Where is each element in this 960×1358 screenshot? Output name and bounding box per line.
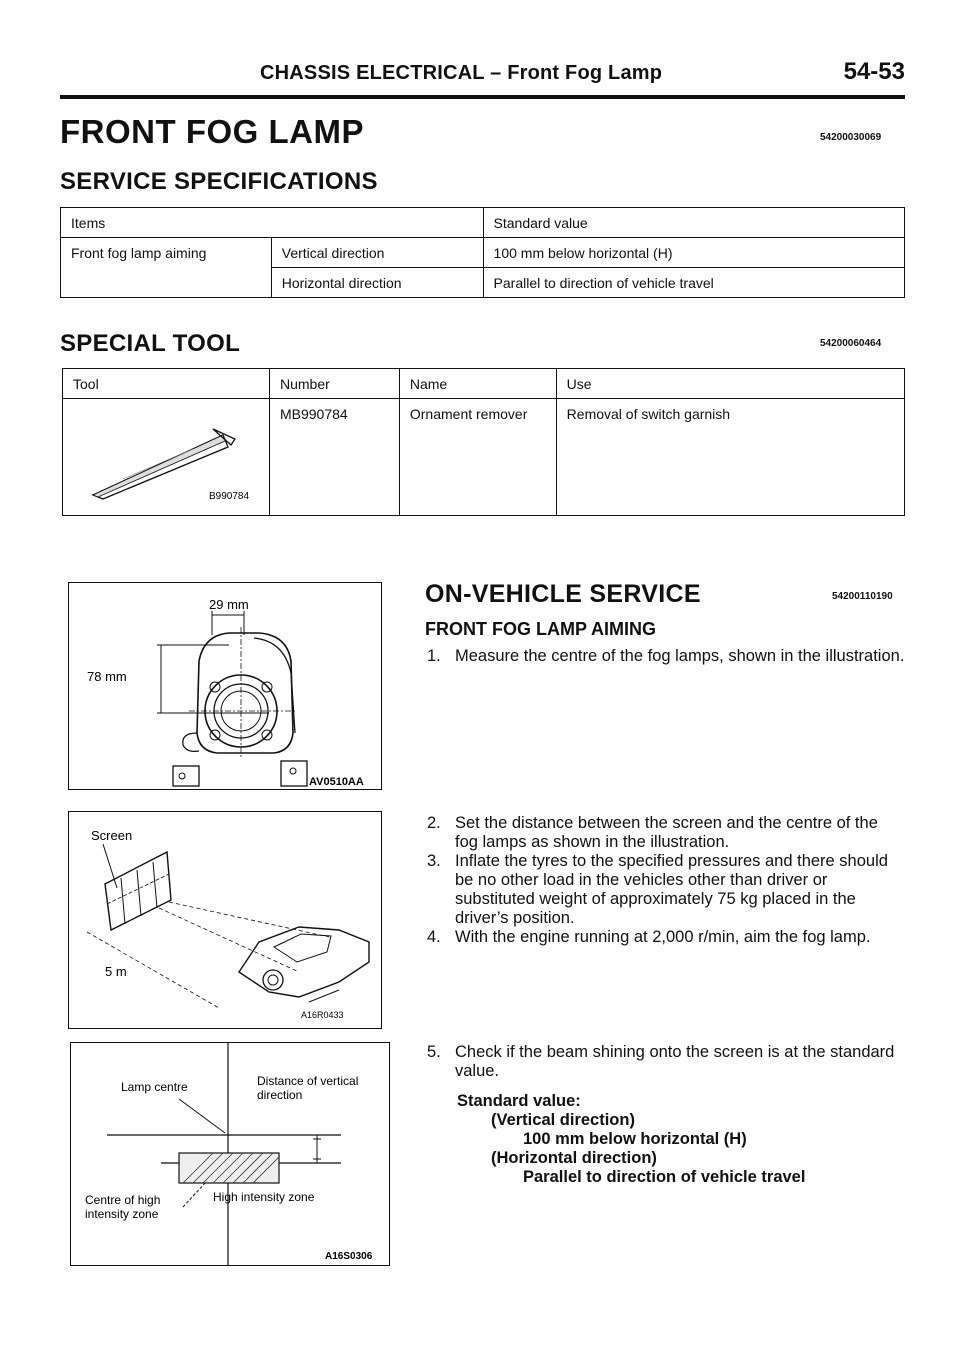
step-number: 4. (427, 928, 441, 946)
header-title: CHASSIS ELECTRICAL – Front Fog Lamp (260, 62, 663, 84)
fog-lamp-aiming-subheading: FRONT FOG LAMP AIMING (425, 619, 656, 639)
distance-vertical-label-line-1: Distance of vertical (257, 1074, 359, 1088)
service-specs-table (60, 207, 905, 298)
step-text: Inflate the tyres to the specified pressures and there should be no other load in the vehicles other than driver or substituted weight of approximately 75 kg placed in the driver’s position. (455, 852, 888, 927)
horizontal-direction-label: (Horizontal direction) (491, 1149, 657, 1167)
step-number: 5. (427, 1043, 441, 1061)
step-text: Measure the centre of the fog lamps, shown in the illustration. (455, 647, 905, 665)
header-rule (60, 95, 905, 99)
cell-item: Front fog lamp aiming (61, 238, 272, 298)
high-intensity-zone-label: High intensity zone (213, 1190, 315, 1204)
table-row (63, 369, 905, 399)
figure-code: A16S0306 (325, 1251, 373, 1262)
step-text: With the engine running at 2,000 r/min, aim the fog lamp. (455, 928, 871, 946)
centre-high-label-line-1: Centre of high (85, 1193, 161, 1207)
vertical-direction-label: (Vertical direction) (491, 1111, 635, 1129)
step-text: Check if the beam shining onto the screen is at the standard value. (455, 1043, 895, 1080)
distance-vertical-label-line-2: direction (257, 1088, 303, 1102)
step-number: 2. (427, 814, 441, 832)
figure-lamp-centre (68, 582, 382, 790)
standard-value-label: Standard value: (457, 1092, 581, 1110)
list-item (425, 852, 905, 928)
list-item (425, 928, 905, 947)
list-item (425, 647, 905, 666)
dimension-height-label: 78 mm (87, 669, 127, 684)
horizontal-direction-value: Parallel to direction of vehicle travel (523, 1168, 806, 1186)
main-title: FRONT FOG LAMP (60, 113, 364, 150)
cell-direction: Horizontal direction (271, 268, 483, 298)
dimension-width-label: 29 mm (209, 597, 249, 612)
ornament-remover-illustration (63, 399, 268, 511)
header-number: Number (269, 369, 399, 399)
tool-use: Removal of switch garnish (556, 399, 904, 516)
screen-distance-illustration (69, 812, 381, 1028)
cell-value: Parallel to direction of vehicle travel (483, 268, 904, 298)
main-code: 54200030069 (820, 132, 882, 143)
step-text: Set the distance between the screen and the centre of the fog lamps as shown in the illustration. (455, 814, 878, 851)
step-1 (425, 647, 905, 666)
figure-code: AV0510AA (309, 776, 364, 788)
page-number: 54-53 (843, 58, 905, 85)
figure-screen-distance (68, 811, 382, 1029)
tool-image-label: B990784 (209, 491, 250, 502)
step-number: 3. (427, 852, 441, 870)
special-tool-table (62, 368, 905, 516)
special-tool-heading: SPECIAL TOOL (60, 330, 241, 357)
tool-image-cell (63, 399, 270, 516)
lamp-centre-label: Lamp centre (121, 1080, 188, 1094)
step-number: 1. (427, 647, 441, 665)
fog-lamp-illustration (69, 583, 381, 789)
header-tool: Tool (63, 369, 270, 399)
table-row (61, 208, 905, 238)
table-row (63, 399, 905, 516)
cell-value: 100 mm below horizontal (H) (483, 238, 904, 268)
cell-direction: Vertical direction (271, 238, 483, 268)
centre-high-label-line-2: intensity zone (85, 1207, 159, 1221)
high-intensity-zone-illustration (71, 1043, 389, 1265)
screen-label: Screen (91, 828, 133, 843)
figure-high-intensity-zone (70, 1042, 390, 1266)
steps-2-4 (425, 814, 905, 947)
step-5 (425, 1043, 905, 1081)
list-item (425, 1043, 905, 1081)
header-standard-value: Standard value (483, 208, 904, 238)
header-items: Items (61, 208, 484, 238)
distance-label: 5 m (105, 964, 127, 979)
tool-number: MB990784 (269, 399, 399, 516)
vertical-direction-value: 100 mm below horizontal (H) (523, 1130, 747, 1148)
standard-value-block (457, 1092, 897, 1187)
service-specs-heading: SERVICE SPECIFICATIONS (60, 168, 378, 195)
figure-code: A16R0433 (301, 1010, 344, 1020)
special-tool-code: 54200060464 (820, 338, 882, 349)
header-use: Use (556, 369, 904, 399)
list-item (425, 814, 905, 852)
header-name: Name (399, 369, 556, 399)
on-vehicle-code: 54200110190 (832, 591, 893, 602)
tool-name: Ornament remover (399, 399, 556, 516)
on-vehicle-heading: ON-VEHICLE SERVICE (425, 580, 701, 608)
table-row (61, 238, 905, 268)
